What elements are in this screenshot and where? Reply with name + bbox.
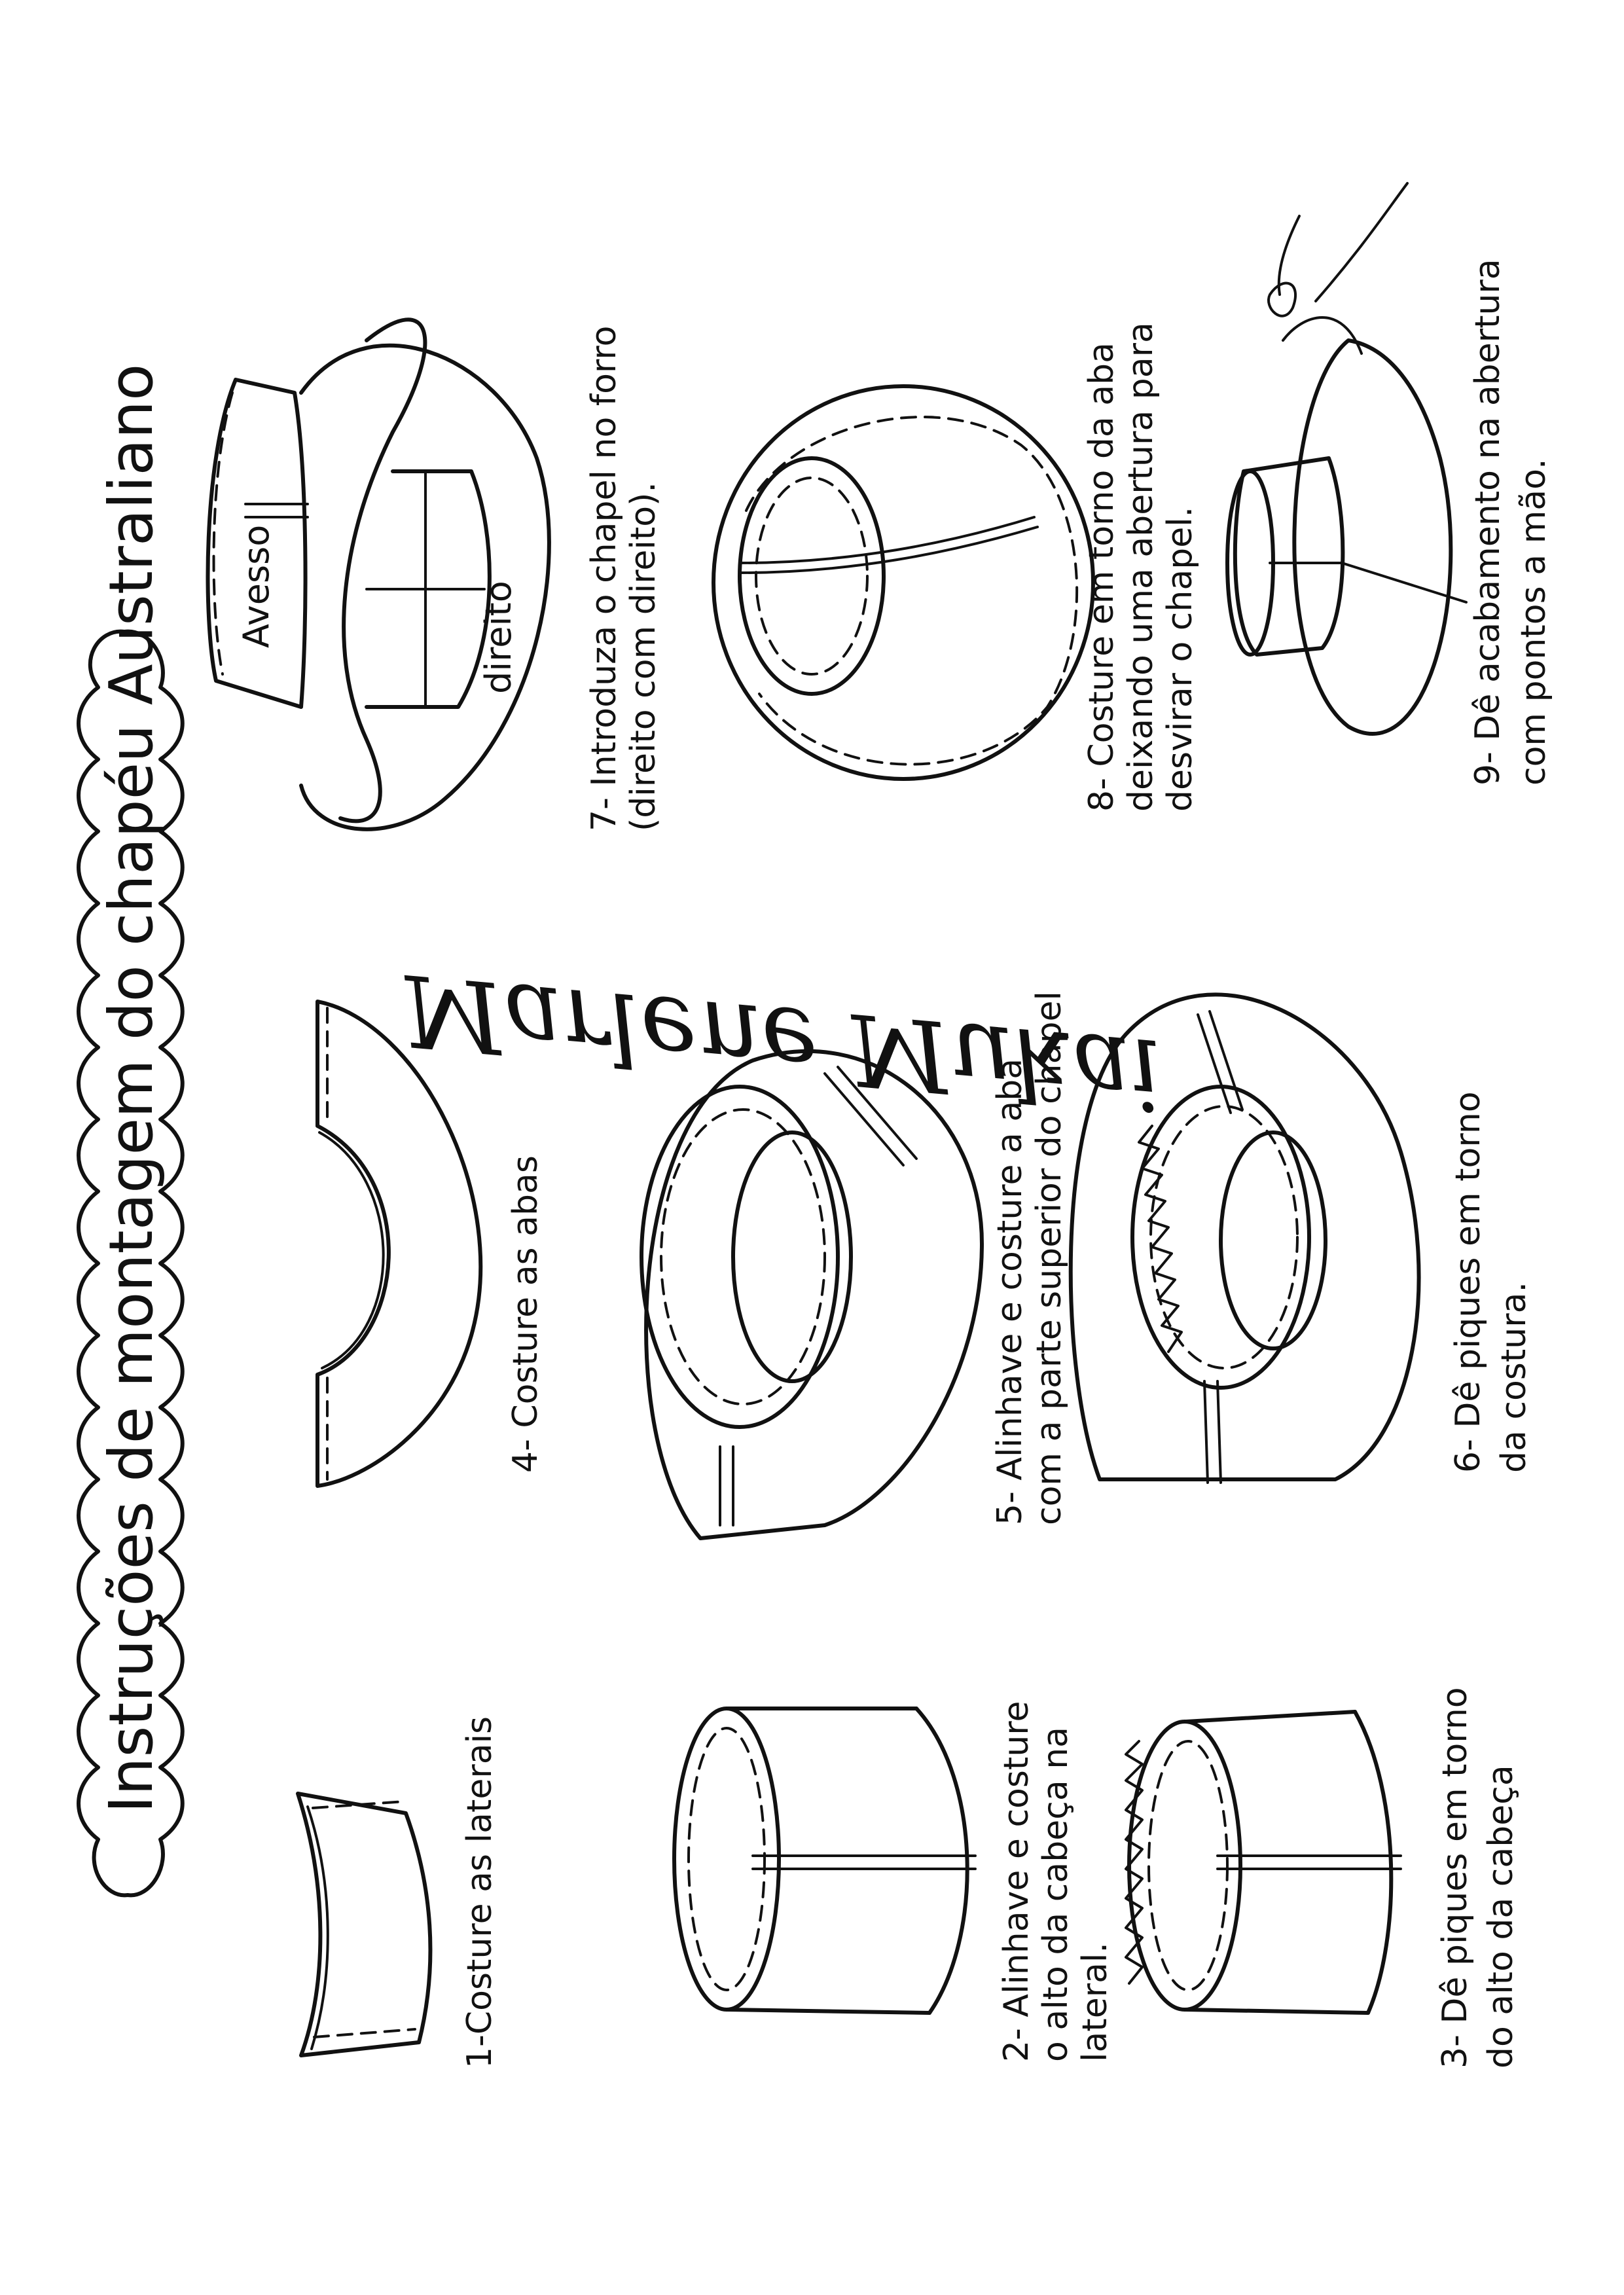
step-8-line-3: desvirar o chapel. xyxy=(1161,506,1200,812)
step-3-illustration xyxy=(1126,1712,1401,2013)
step-8-illustration xyxy=(713,386,1093,779)
step-2-illustration xyxy=(674,1708,975,2013)
step-6-line-2: da costura. xyxy=(1494,1281,1534,1473)
step-8-line-1: 8- Costure em torno da aba xyxy=(1082,342,1121,812)
step-9-text xyxy=(1468,248,1553,786)
step-7-text xyxy=(585,315,663,831)
step-3-line-1: 3- Dê piques em torno xyxy=(1435,1687,1475,2069)
step-3-text xyxy=(1435,1676,1521,2069)
step-4-text xyxy=(506,1155,545,1473)
step-5-illustration xyxy=(641,1051,982,1538)
direito-label: direito xyxy=(478,581,519,694)
step-2-line-1: 2- Alinhave e costure xyxy=(997,1701,1036,2062)
step-7-line-2: (direito com direito). xyxy=(624,482,663,831)
step-9-line-2: com pontos a mão. xyxy=(1514,458,1553,786)
step-6-line-1: 6- Dê piques em torno xyxy=(1449,1091,1488,1473)
step-2-text xyxy=(997,1690,1115,2062)
avesso-label: Avesso xyxy=(236,524,277,648)
step-2-line-3: lateral. xyxy=(1075,1942,1115,2062)
step-7-line-1: 7- Introduza o chapel no forro xyxy=(585,325,624,831)
step-9-line-1: 9- Dê acabamento na abertura xyxy=(1468,259,1507,786)
step-3-line-2: do alto da cabeça xyxy=(1481,1765,1521,2069)
step-7-illustration xyxy=(208,319,549,829)
title-text: Instruções de montagem do chapéu Australiano xyxy=(96,363,166,1813)
step-4-illustration xyxy=(317,1002,480,1486)
step-1-text xyxy=(460,1716,499,2069)
step-5-line-1: 5- Alinhave e costure a aba xyxy=(990,1058,1030,1525)
step-8-line-2: deixando uma abertura para xyxy=(1121,322,1161,812)
step-2-line-2: o alto da cabeça na xyxy=(1036,1726,1075,2062)
title-banner xyxy=(79,364,183,1896)
step-1-line-1: 1-Costure as laterais xyxy=(460,1716,499,2069)
step-6-text xyxy=(1449,1081,1534,1473)
step-5-line-2: com a parte superior do chapel xyxy=(1030,991,1069,1525)
step-9-illustration xyxy=(1227,183,1466,734)
step-4-line-1: 4- Costure as abas xyxy=(506,1155,545,1473)
step-1-illustration xyxy=(298,1794,430,2055)
step-8-text xyxy=(1082,312,1200,812)
signature: Marlene Mukai xyxy=(397,952,1166,1132)
